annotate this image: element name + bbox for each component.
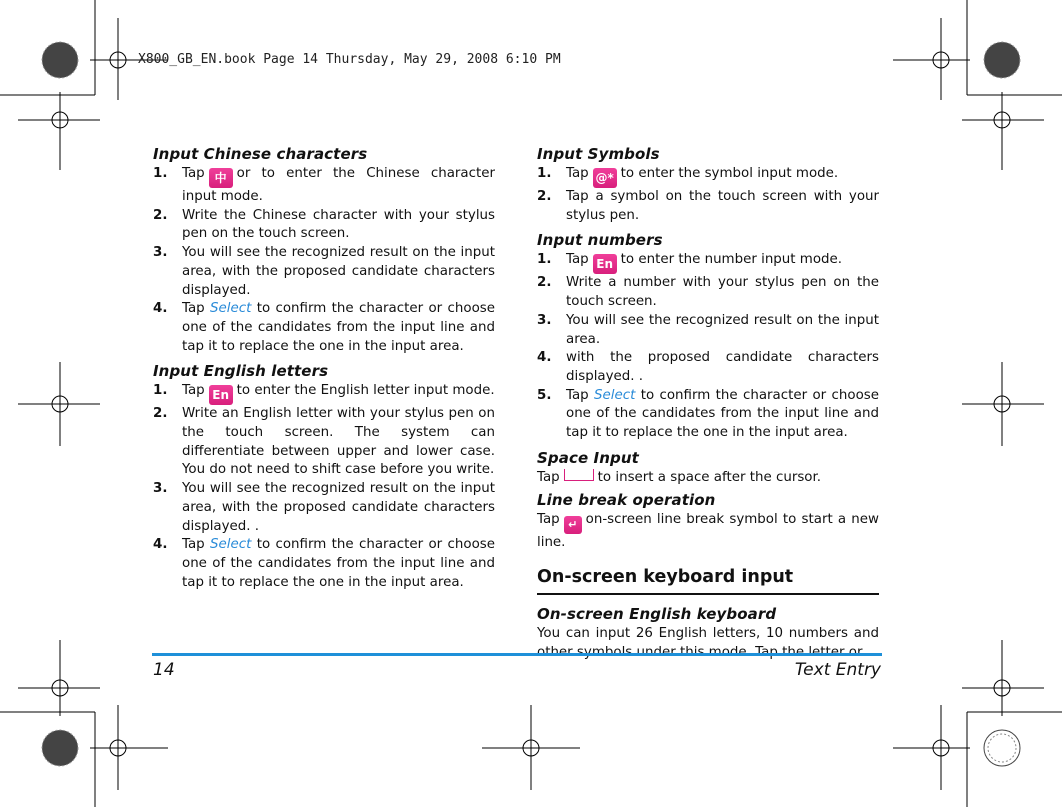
symbol-mode-icon: @*	[593, 168, 617, 188]
left-column	[153, 145, 495, 598]
heading-input-english: Input English letters	[153, 362, 329, 381]
chapter-title: Text Entry	[794, 660, 881, 680]
registration-mark-right-upper	[962, 92, 1044, 170]
registration-mark-top-right	[893, 18, 970, 100]
list-item: 3. You will see the recognized result on the input area.	[537, 312, 879, 347]
registration-mark-left-lower	[18, 640, 100, 716]
star-target-top-right	[984, 42, 1020, 78]
symbols-steps	[537, 165, 879, 225]
registration-mark-bottom-center	[482, 705, 580, 790]
list-item: 2. Tap a symbol on the touch screen with your stylus pen.	[537, 189, 879, 223]
list-item: 5. Tap Select to confirm the character or choose one of the candidates from the input line and tap it to replace the one in the input area.	[537, 387, 879, 441]
onscreen-keyboard-text: You can input 26 English letters, 10 numbers and	[537, 626, 879, 642]
list-item: 1. Tap 中 or to enter the Chinese character input mode.	[153, 166, 495, 204]
space-key-icon	[564, 469, 594, 481]
english-steps	[153, 382, 495, 592]
registration-mark-bottom-right	[893, 705, 970, 790]
registration-mark-left-upper	[18, 92, 100, 170]
registration-mark-bottom-left	[90, 705, 168, 790]
numbers-steps	[537, 251, 879, 442]
list-item: 2. Write a number with your stylus pen on the touch screen.	[537, 275, 879, 310]
heading-line-break: Line break operation	[537, 491, 716, 510]
chinese-steps	[153, 165, 495, 356]
line-break-icon: ↵	[564, 516, 582, 534]
list-item: 1. Tap @* to enter the symbol input mode.	[537, 165, 879, 188]
footer-rule	[152, 653, 882, 656]
list-item: 1. Tap En to enter the number input mode.	[537, 251, 879, 274]
registration-mark-left-mid	[18, 362, 100, 446]
heading-input-symbols: Input Symbols	[537, 145, 660, 163]
english-mode-icon: En	[209, 385, 233, 405]
section-title-onscreen-keyboard: On-screen keyboard input	[537, 567, 879, 595]
registration-mark-right-mid	[962, 362, 1044, 446]
list-item: 4. with the proposed candidate characters displayed. .	[537, 350, 879, 384]
list-item: 1. Tap En to enter the English letter input mode.	[153, 382, 495, 405]
heading-input-numbers: Input numbers	[537, 231, 663, 250]
page-number: 14	[153, 660, 175, 680]
select-keyword: Select	[210, 301, 252, 317]
chinese-mode-icon: 中	[209, 168, 233, 188]
star-target-bottom-left	[42, 730, 78, 766]
print-header: X800_GB_EN.book Page 14 Thursday, May 29, 2008 6:10 PM	[138, 52, 561, 67]
registration-mark-right-lower	[962, 640, 1044, 716]
star-target-bottom-right	[984, 730, 1020, 766]
space-input-text: Tap to insert a space after the cursor.	[537, 469, 822, 485]
number-mode-icon: En	[593, 254, 617, 274]
list-item: 3. You will see the recognized result on the input area, with the proposed candidate characters displayed.	[153, 245, 495, 298]
heading-space-input: Space Input	[537, 448, 639, 467]
list-item: 3. You will see the recognized result on the input area, with the proposed candidate characters displayed. .	[153, 481, 495, 534]
list-item: 4. Tap Select to confirm the character or choose one of the candidates from the input line and tap it to replace the one in the input area.	[153, 537, 495, 590]
right-column	[537, 145, 879, 667]
select-keyword: Select	[210, 537, 252, 553]
list-item: 2. Write an English letter with your stylus pen on the touch screen. The system can differentiate between upper and lower case. You do not need to shift case before you write.	[153, 406, 495, 478]
list-item: 2. Write the Chinese character with your stylus pen on the touch screen.	[153, 207, 495, 242]
heading-input-chinese: Input Chinese characters	[153, 145, 368, 163]
list-item: 4. Tap Select to confirm the character or choose one of the candidates from the input line and tap it to replace the one in the input area.	[153, 301, 495, 354]
line-break-text: Tap ↵ on-screen line break symbol to start a new line.	[537, 512, 879, 551]
select-keyword: Select	[594, 387, 636, 403]
star-target-top-left	[42, 42, 78, 78]
heading-onscreen-english-keyboard: On-screen English keyboard	[537, 605, 777, 624]
